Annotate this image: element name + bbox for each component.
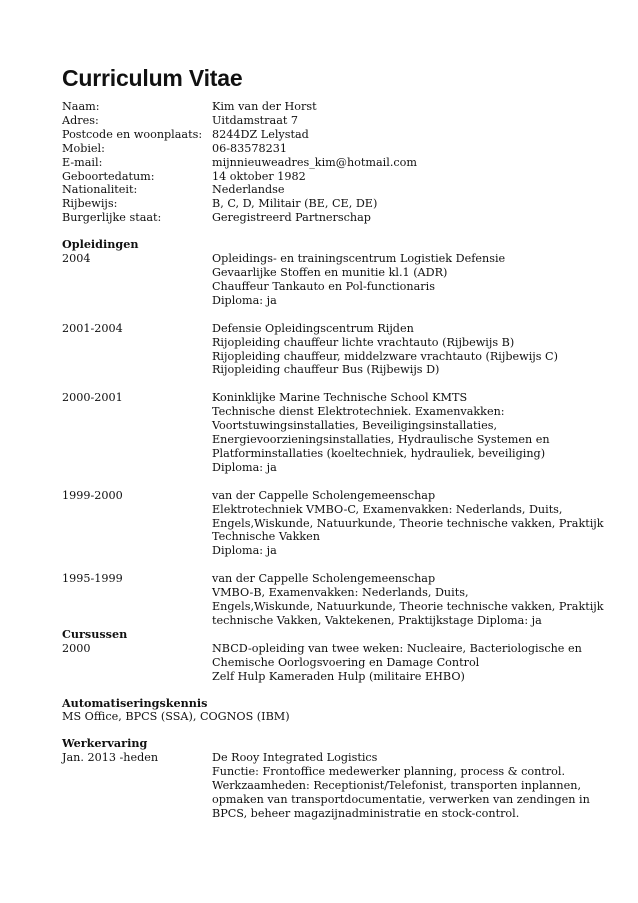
personal-label: Nationaliteit: xyxy=(62,183,138,197)
entry-details xyxy=(212,391,582,474)
entry-period: 1995-1999 xyxy=(62,572,123,586)
personal-label: Naam: xyxy=(62,100,100,113)
personal-value: 8244DZ Lelystad xyxy=(212,127,309,141)
entry-line: Opleidings- en trainingscentrum Logistiek Defensie xyxy=(212,252,506,266)
entry-line: van der Cappelle Scholengemeenschap xyxy=(212,572,436,586)
entry-line: Diploma: ja xyxy=(212,293,277,307)
personal-value: mijnnieuweadres_kim@hotmail.com xyxy=(212,155,417,169)
entry xyxy=(62,488,604,559)
spacer xyxy=(62,377,582,391)
personal-value: Geregistreerd Partnerschap xyxy=(212,211,371,225)
personal-row xyxy=(62,183,582,197)
personal-label: Adres: xyxy=(62,113,99,127)
entry-details xyxy=(212,642,582,684)
personal-label: Mobiel: xyxy=(62,141,105,155)
cv-page xyxy=(62,64,604,821)
entry-line: BPCS, beheer magazijnadministratie en stock-control. xyxy=(212,806,520,820)
entry-line: Chauffeur Tankauto en Pol-functionaris xyxy=(212,279,435,293)
entry-line: Elektrotechniek VMBO-C, Examenvakken: Nederlands, Duits, xyxy=(212,502,563,516)
entry-period: 2000 xyxy=(62,641,91,655)
entry-details xyxy=(212,322,582,378)
section-heading-cursussen: Cursussen xyxy=(62,626,128,641)
entry-line: Rijopleiding chauffeur Bus (Rijbewijs D) xyxy=(212,363,440,377)
page-title: Curriculum Vitae xyxy=(62,65,243,91)
personal-row xyxy=(62,211,582,225)
personal-details xyxy=(62,100,582,225)
entry-line: Rijopleiding chauffeur, middelzware vrachtauto (Rijbewijs C) xyxy=(212,349,558,363)
entry-line: Zelf Hulp Kameraden Hulp (militaire EHBO) xyxy=(212,669,465,683)
entry-line: Energievoorzieningsinstallaties, Hydraulische Systemen en xyxy=(212,433,550,447)
entry-line: Rijopleiding chauffeur lichte vrachtauto (Rijbewijs B) xyxy=(212,335,515,349)
entry-line: VMBO-B, Examenvakken: Nederlands, Duits, xyxy=(212,586,469,600)
personal-value: B, C, D, Militair (BE, CE, DE) xyxy=(212,197,378,211)
entry-details xyxy=(212,751,590,821)
personal-label: Postcode en woonplaats: xyxy=(62,127,203,141)
personal-row xyxy=(62,156,582,170)
personal-row xyxy=(62,197,582,211)
entry-details xyxy=(212,572,604,628)
personal-value: Kim van der Horst xyxy=(212,100,317,113)
entry-period: 1999-2000 xyxy=(62,488,123,502)
entry-line: Defensie Opleidingscentrum Rijden xyxy=(212,321,414,335)
personal-value: 14 oktober 1982 xyxy=(212,169,306,183)
entry-period: 2004 xyxy=(62,252,91,266)
spacer xyxy=(62,558,582,572)
personal-value: Nederlandse xyxy=(212,183,285,197)
entry-details xyxy=(212,252,582,308)
section-heading-werkervaring: Werkervaring xyxy=(62,736,148,751)
entry xyxy=(62,322,582,378)
entry-line: Voortstuwingsinstallaties, Beveiligingsinstallaties, xyxy=(212,419,498,433)
entry-line: Technische dienst Elektrotechniek. Examenvakken: xyxy=(212,405,505,419)
entry-line: Technische Vakken xyxy=(212,530,320,544)
entry-details xyxy=(212,489,604,559)
opleidingen-list xyxy=(62,252,604,628)
personal-value: Uitdamstraat 7 xyxy=(212,113,299,127)
entry-line: NBCD-opleiding van twee weken: Nucleaire, Bacteriologische en xyxy=(212,641,582,655)
section-heading-automatisering: Automatiseringskennis xyxy=(62,695,208,710)
entry xyxy=(62,252,582,308)
entry-period: Jan. 2013 -heden xyxy=(62,751,159,765)
entry-line: Gevaarlijke Stoffen en munitie kl.1 (ADR) xyxy=(212,265,448,279)
entry-line: Engels,Wiskunde, Natuurkunde, Theorie technische vakken, Praktijk xyxy=(212,516,604,530)
personal-row xyxy=(62,170,582,184)
personal-value: 06-83578231 xyxy=(212,141,287,155)
spacer xyxy=(62,475,582,489)
entry xyxy=(62,751,590,821)
entry xyxy=(62,572,604,628)
automatisering-text: MS Office, BPCS (SSA), COGNOS (IBM) xyxy=(62,710,290,724)
personal-label: Rijbewijs: xyxy=(62,197,118,211)
entry xyxy=(62,391,582,474)
personal-row xyxy=(62,100,582,114)
entry xyxy=(62,642,582,684)
entry-line: Engels,Wiskunde, Natuurkunde, Theorie technische vakken, Praktijk xyxy=(212,600,604,614)
personal-row xyxy=(62,142,582,156)
werkervaring-list xyxy=(62,751,590,821)
entry-line: Platforminstallaties (koeltechniek, hydrauliek, beveiliging) xyxy=(212,446,546,460)
entry-period: 2001-2004 xyxy=(62,321,123,335)
entry-period: 2000-2001 xyxy=(62,391,123,405)
personal-label: E-mail: xyxy=(62,155,103,169)
entry-line: Diploma: ja xyxy=(212,460,277,474)
section-heading-opleidingen: Opleidingen xyxy=(62,237,139,252)
personal-label: Geboortedatum: xyxy=(62,169,155,183)
entry-line: van der Cappelle Scholengemeenschap xyxy=(212,488,436,502)
entry-line: Diploma: ja xyxy=(212,544,277,558)
entry-line: Chemische Oorlogsvoering en Damage Control xyxy=(212,655,480,669)
entry-line: technische Vakken, Vaktekenen, Praktijkstage Diploma: ja xyxy=(212,614,542,627)
entry-line: Functie: Frontoffice medewerker planning, process & control. xyxy=(212,765,566,779)
entry-line: De Rooy Integrated Logistics xyxy=(212,751,378,765)
entry-line: Koninklijke Marine Technische School KMTS xyxy=(212,391,468,405)
personal-label: Burgerlijke staat: xyxy=(62,211,162,225)
personal-row xyxy=(62,114,582,128)
entry-line: Werkzaamheden: Receptionist/Telefonist, transporten inplannen, xyxy=(212,779,581,793)
spacer xyxy=(62,308,582,322)
cursussen-list xyxy=(62,642,582,684)
personal-row xyxy=(62,128,582,142)
entry-line: opmaken van transportdocumentatie, verwerken van zendingen in xyxy=(212,792,590,806)
